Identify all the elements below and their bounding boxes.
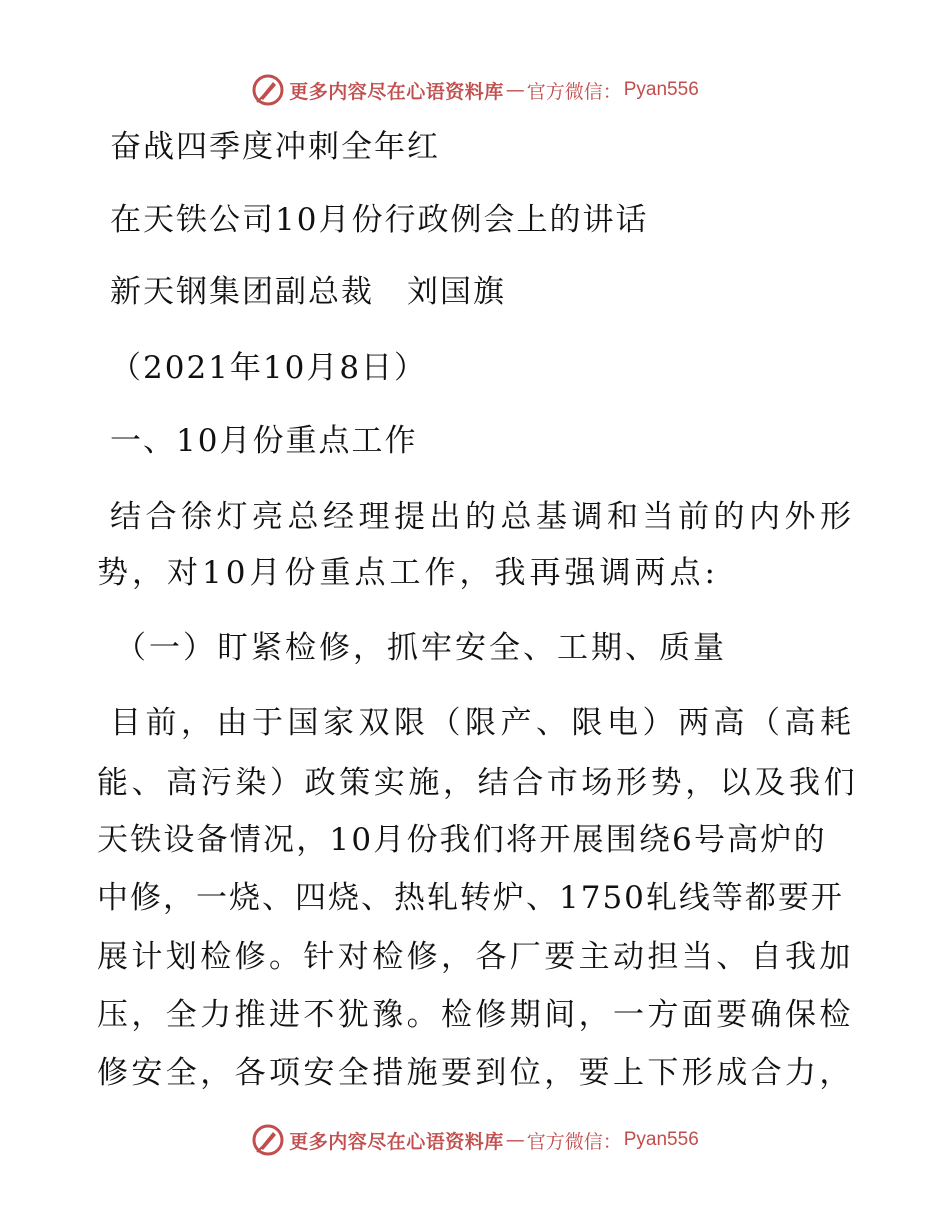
paragraph-line: 压，全力推进不犹豫。检修期间，一方面要确保检 [97, 997, 854, 1033]
banner-official-label: 官方微信： [526, 80, 622, 103]
banner-wechat-id: Pyan556 [623, 79, 699, 100]
banner-site-text: 更多内容尽在心语资料库 [289, 80, 504, 103]
banner-wechat-id: Pyan556 [623, 1129, 699, 1150]
quill-logo-icon [251, 1123, 285, 1157]
section-heading: 一、10月份重点工作 [110, 423, 418, 459]
paragraph-line: 天铁设备情况，10月份我们将开展围绕6号高炉的 [97, 822, 827, 858]
paragraph-line: 目前，由于国家双限（限产、限电）两高（高耗 [110, 705, 856, 741]
banner-site-text: 更多内容尽在心语资料库 [289, 1130, 504, 1153]
banner-dash: — [505, 79, 525, 101]
paragraph-line: 能、高污染）政策实施，结合市场形势，以及我们 [97, 765, 859, 801]
speaker-line: 新天钢集团副总裁 刘国旗 [110, 274, 506, 310]
document-subtitle: 在天铁公司10月份行政例会上的讲话 [110, 202, 649, 238]
banner-official-label: 官方微信： [526, 1130, 622, 1153]
paragraph-line: 结合徐灯亮总经理提出的总基调和当前的内外形 [110, 499, 856, 535]
paragraph-line: 势，对10月份重点工作，我再强调两点: [97, 555, 719, 591]
paragraph-line: 展计划检修。针对检修，各厂要主动担当、自我加 [97, 939, 854, 975]
footer-watermark-banner [0, 1120, 950, 1160]
paragraph-line: 中修，一烧、四烧、热轧转炉、1750轧线等都要开 [97, 880, 844, 916]
banner-dash: — [505, 1129, 525, 1151]
paragraph-line: 修安全，各项安全措施要到位，要上下形成合力， [97, 1055, 854, 1091]
header-watermark-banner [0, 70, 950, 110]
quill-logo-icon [251, 73, 285, 107]
subsection-title: （一）盯紧检修，抓牢安全、工期、质量 [115, 630, 727, 666]
speech-date: （2021年10月8日） [110, 350, 428, 386]
document-title: 奋战四季度冲刺全年红 [110, 129, 440, 165]
